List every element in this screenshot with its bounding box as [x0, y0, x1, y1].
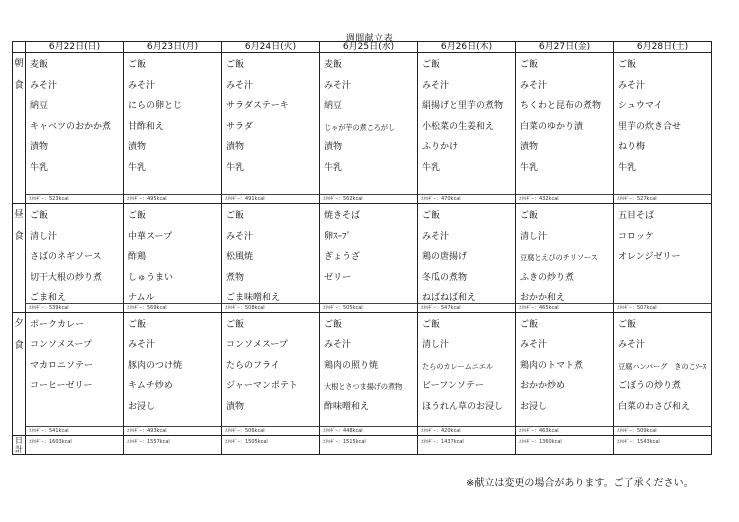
dish-item: にらの卵とじ	[128, 101, 183, 111]
dish-item: 切干大根の炒り煮	[30, 272, 103, 283]
daily-total-label-char: 計	[15, 444, 23, 454]
dish-item: ご飯	[226, 319, 245, 330]
dish-list	[516, 204, 613, 312]
kcal-value: ｴﾈﾙｷﾞｰ：420kcal	[421, 427, 461, 434]
dish-item: たらのフライ	[226, 360, 280, 371]
dinner-cell	[26, 312, 124, 435]
dish-item: ジャーマンポテト	[226, 381, 298, 391]
dish-list	[222, 313, 319, 421]
dish-item: みそ汁	[324, 340, 352, 350]
dish-item: 冬瓜の煮物	[422, 272, 468, 283]
dish-list	[320, 53, 417, 181]
daily-total-value: ｴﾈﾙｷﾞｰ：1543kcal	[617, 438, 660, 445]
kcal-value: ｴﾈﾙｷﾞｰ：527kcal	[617, 196, 657, 202]
dish-item: 納豆	[324, 101, 343, 111]
dish-item: たらのカレームニエル	[422, 361, 493, 371]
dish-list	[418, 204, 515, 312]
dish-item: 五目そば	[618, 211, 655, 221]
dish-item: みそ汁	[226, 80, 254, 91]
dish-item: 清し汁	[422, 340, 450, 350]
dish-item: 松風焼	[226, 252, 254, 262]
dish-item: 焼きそば	[324, 211, 361, 221]
dish-item: みそ汁	[618, 340, 646, 350]
dish-item: じゃが芋の煮ころがし	[324, 122, 395, 132]
dish-item: 煮物	[226, 272, 245, 283]
dish-list	[124, 53, 221, 181]
dinner-cell	[516, 312, 614, 435]
dish-item: みそ汁	[30, 80, 58, 91]
kcal-value: ｴﾈﾙｷﾞｰ：448kcal	[323, 427, 363, 434]
dish-item: ご飯	[226, 211, 245, 221]
dish-list	[26, 313, 123, 421]
daily-total-cell	[222, 435, 320, 454]
dish-item: キムチ炒め	[128, 381, 173, 391]
dish-item: サラダステーキ	[226, 101, 289, 111]
dish-list	[418, 53, 515, 181]
dish-item: 豚肉のつけ焼	[128, 360, 183, 371]
menu-body	[13, 53, 712, 455]
dish-item: ご飯	[422, 60, 441, 70]
dish-list	[516, 313, 613, 421]
dish-item: ねばねば和え	[422, 293, 477, 303]
kcal-value: ｴﾈﾙｷﾞｰ：506kcal	[225, 427, 265, 434]
dish-item: ご飯	[422, 211, 441, 221]
daily-total-value: ｴﾈﾙｷﾞｰ：1515kcal	[323, 438, 366, 445]
kcal-value: ｴﾈﾙｷﾞｰ：509kcal	[617, 427, 657, 434]
kcal-value: ｴﾈﾙｷﾞｰ：508kcal	[225, 304, 265, 311]
dish-item: ちくわと昆布の煮物	[520, 101, 602, 111]
kcal-value: ｴﾈﾙｷﾞｰ：495kcal	[127, 196, 167, 202]
dish-item: 牛乳	[30, 162, 49, 173]
dish-item: 中華スープ	[128, 231, 173, 242]
dish-list	[26, 204, 123, 312]
lunch-label-char: 昼	[14, 209, 24, 220]
dish-item: ご飯	[520, 211, 539, 221]
dish-item: ご飯	[30, 211, 49, 221]
dish-item: ぎょうざ	[324, 252, 361, 262]
breakfast-cell	[26, 53, 124, 204]
dish-item: ご飯	[618, 319, 637, 330]
breakfast-cell	[124, 53, 222, 204]
dish-item: みそ汁	[422, 231, 450, 242]
date-header-6: 6月28日(土)	[614, 42, 712, 53]
dish-item: キャベツのおかか煮	[30, 121, 112, 132]
dish-item: コーヒーゼリー	[30, 381, 93, 391]
daily-total-label	[13, 435, 26, 454]
daily-total-value: ｴﾈﾙｷﾞｰ：1557kcal	[127, 438, 170, 445]
dish-list	[320, 313, 417, 421]
kcal-value: ｴﾈﾙｷﾞｰ：523kcal	[29, 196, 69, 202]
dinner-label	[13, 312, 26, 435]
dish-item: 牛乳	[422, 162, 441, 173]
dish-item: 漬物	[226, 142, 245, 152]
dish-item: 鶏肉の照り焼	[324, 360, 379, 371]
dish-item: 漬物	[30, 142, 49, 152]
dish-list	[614, 53, 711, 181]
lunch-label-char: 食	[14, 231, 24, 242]
dish-item: マカロニソテー	[30, 360, 94, 371]
daily-total-row	[13, 435, 712, 454]
corner-cell	[13, 42, 26, 53]
dish-item: みそ汁	[128, 80, 156, 91]
daily-total-value: ｴﾈﾙｷﾞｰ：1437kcal	[421, 438, 464, 445]
dish-item: 里芋の炊き合せ	[618, 121, 682, 132]
dish-item: お浸し	[128, 401, 156, 412]
kcal-value: ｴﾈﾙｷﾞｰ：491kcal	[225, 196, 265, 202]
dish-item: コンソメスープ	[30, 340, 92, 350]
dish-item: ご飯	[128, 60, 147, 70]
dinner-label-char: 夕	[14, 317, 24, 329]
dish-list	[222, 204, 319, 312]
dish-item: 酢味噌和え	[324, 401, 370, 412]
dish-item: 牛乳	[618, 162, 637, 173]
kcal-value: ｴﾈﾙｷﾞｰ：541kcal	[29, 427, 69, 434]
dish-item	[30, 400, 123, 421]
dish-item: ねり梅	[618, 142, 646, 152]
lunch-cell	[614, 204, 712, 313]
dish-item: 漬物	[226, 401, 245, 412]
date-header-row	[13, 42, 712, 53]
dish-list	[26, 53, 123, 181]
date-header-2: 6月24日(火)	[222, 42, 320, 53]
dish-item: ナムル	[128, 293, 155, 303]
dish-item: 牛乳	[324, 162, 343, 173]
dish-item: おかか和え	[520, 293, 566, 303]
kcal-value: ｴﾈﾙｷﾞｰ：507kcal	[617, 304, 657, 311]
breakfast-label-char: 朝	[14, 58, 24, 69]
lunch-cell	[26, 204, 124, 313]
dish-item: 麦飯	[324, 60, 343, 70]
daily-total-value: ｴﾈﾙｷﾞｰ：1603kcal	[29, 438, 72, 445]
dish-item: 絹揚げと里芋の煮物	[422, 101, 504, 111]
kcal-value: ｴﾈﾙｷﾞｰ：465kcal	[519, 304, 559, 311]
kcal-value: ｴﾈﾙｷﾞｰ：547kcal	[421, 304, 461, 311]
daily-total-value: ｴﾈﾙｷﾞｰ：1360kcal	[519, 438, 562, 445]
dish-item: みそ汁	[324, 80, 352, 91]
dish-item: 清し汁	[30, 231, 58, 242]
dish-item: 豆腐とえびのチリソース	[520, 253, 598, 262]
dish-list	[124, 313, 221, 421]
dish-item: ご飯	[520, 319, 539, 330]
dish-item: 小松菜の生姜和え	[422, 121, 495, 132]
dish-item: 清し汁	[520, 231, 548, 242]
dish-item: 納豆	[30, 101, 49, 111]
dinner-cell	[222, 312, 320, 435]
lunch-cell	[124, 204, 222, 313]
dish-item: みそ汁	[226, 231, 254, 242]
dish-item: 漬物	[324, 142, 343, 152]
dish-item: コロッケ	[618, 231, 654, 242]
breakfast-cell	[516, 53, 614, 204]
dish-item: しゅうまい	[128, 272, 174, 283]
dish-item: 卵ｽｰﾌﾟ	[324, 231, 352, 242]
breakfast-cell	[222, 53, 320, 204]
dish-item: みそ汁	[520, 340, 548, 350]
breakfast-cell	[418, 53, 516, 204]
daily-total-value: ｴﾈﾙｷﾞｰ：1505kcal	[225, 438, 268, 445]
dish-item: ごぼうの炒り煮	[618, 381, 682, 391]
dish-list	[320, 204, 417, 312]
dish-list	[124, 204, 221, 312]
dish-item: ゼリー	[324, 272, 352, 283]
dish-item: おかか炒め	[520, 381, 566, 391]
dish-list	[516, 53, 613, 181]
dinner-cell	[418, 312, 516, 435]
dish-item: ご飯	[226, 60, 245, 70]
dish-item: サラダ	[226, 121, 253, 132]
dinner-row	[13, 312, 712, 435]
dish-item: ポークカレー	[30, 319, 85, 330]
kcal-value: ｴﾈﾙｷﾞｰ：463kcal	[519, 427, 559, 434]
dish-item: みそ汁	[422, 80, 450, 91]
dish-item: シュウマイ	[618, 101, 663, 111]
date-header-5: 6月27日(金)	[516, 42, 614, 53]
dish-item: 甘酢和え	[128, 121, 165, 132]
dish-item: 牛乳	[520, 162, 539, 173]
dish-item: 酢鶏	[128, 252, 147, 262]
dish-item: 牛乳	[128, 162, 147, 173]
dish-item: 漬物	[520, 142, 539, 152]
date-header-1: 6月23日(月)	[124, 42, 222, 53]
kcal-value: ｴﾈﾙｷﾞｰ：470kcal	[421, 196, 461, 202]
kcal-value: ｴﾈﾙｷﾞｰ：562kcal	[323, 196, 363, 202]
dish-item: ご飯	[520, 60, 539, 70]
dish-item: ビーフンソテー	[422, 381, 484, 391]
lunch-cell	[516, 204, 614, 313]
breakfast-label-char: 食	[14, 80, 24, 91]
dish-list	[418, 313, 515, 421]
dish-list	[222, 53, 319, 181]
daily-total-cell	[516, 435, 614, 454]
breakfast-cell	[614, 53, 712, 204]
dish-item: 牛乳	[226, 162, 245, 173]
daily-total-cell	[124, 435, 222, 454]
daily-total-cell	[26, 435, 124, 454]
dish-item: 漬物	[128, 142, 147, 152]
dish-item: 麦飯	[30, 60, 49, 70]
dish-item: みそ汁	[128, 340, 156, 350]
dish-item: みそ汁	[520, 80, 548, 91]
breakfast-cell	[320, 53, 418, 204]
change-notice: ※献立は変更の場合があります。ご了承ください。	[466, 478, 694, 489]
dish-list	[614, 313, 711, 421]
dish-item: ご飯	[324, 319, 343, 330]
breakfast-row	[13, 53, 712, 204]
kcal-value: ｴﾈﾙｷﾞｰ：505kcal	[323, 304, 363, 311]
kcal-value: ｴﾈﾙｷﾞｰ：493kcal	[127, 427, 167, 434]
lunch-cell	[418, 204, 516, 313]
dish-item	[618, 271, 711, 292]
weekly-menu-table	[12, 41, 712, 455]
dish-item: みそ汁	[618, 80, 646, 91]
kcal-value: ｴﾈﾙｷﾞｰ：539kcal	[29, 304, 69, 311]
daily-total-cell	[418, 435, 516, 454]
page-title: 週間献立表	[345, 34, 394, 44]
dish-item: ご飯	[128, 319, 147, 330]
lunch-cell	[222, 204, 320, 313]
dinner-cell	[320, 312, 418, 435]
dish-item: 白菜のわさび和え	[618, 401, 691, 412]
dish-item: ごま和え	[30, 293, 67, 303]
dish-item: さばのネギソース	[30, 252, 102, 262]
dish-item: ご飯	[128, 211, 147, 221]
breakfast-label	[13, 53, 26, 204]
dish-item: 白菜のゆかり漬	[520, 121, 584, 132]
daily-total-cell	[614, 435, 712, 454]
lunch-cell	[320, 204, 418, 313]
daily-total-cell	[320, 435, 418, 454]
dinner-cell	[124, 312, 222, 435]
dinner-cell	[614, 312, 712, 435]
date-header-0: 6月22日(日)	[26, 42, 124, 53]
dinner-label-char: 食	[14, 339, 24, 351]
dish-item: コンソメスープ	[226, 340, 288, 350]
dish-item: ごま味噌和え	[226, 293, 281, 303]
dish-item: お浸し	[520, 401, 548, 412]
dish-item: ふきの炒り煮	[520, 272, 575, 283]
dish-item: ふりかけ	[422, 142, 459, 152]
dish-item: 鶏の唐揚げ	[422, 252, 468, 262]
date-header-3: 6月25日(水)	[320, 42, 418, 53]
date-header-4: 6月26日(木)	[418, 42, 516, 53]
dish-item: ご飯	[618, 60, 637, 70]
dish-item: ご飯	[422, 319, 441, 330]
dish-item: 大根とさつま揚げの煮物	[324, 382, 403, 391]
dish-item: 鶏肉のトマト煮	[520, 360, 584, 371]
daily-total-label-char: 日	[15, 435, 23, 445]
lunch-label	[13, 204, 26, 313]
dish-item: 豆腐ハンバーグ きのこｿｰｽ	[618, 361, 706, 371]
kcal-value: ｴﾈﾙｷﾞｰ：569kcal	[127, 304, 167, 311]
lunch-row	[13, 204, 712, 313]
kcal-value: ｴﾈﾙｷﾞｰ：432kcal	[519, 196, 559, 202]
dish-item: オレンジゼリー	[618, 252, 681, 262]
dish-list	[614, 204, 711, 312]
dish-item: ほうれん草のお浸し	[422, 401, 504, 412]
